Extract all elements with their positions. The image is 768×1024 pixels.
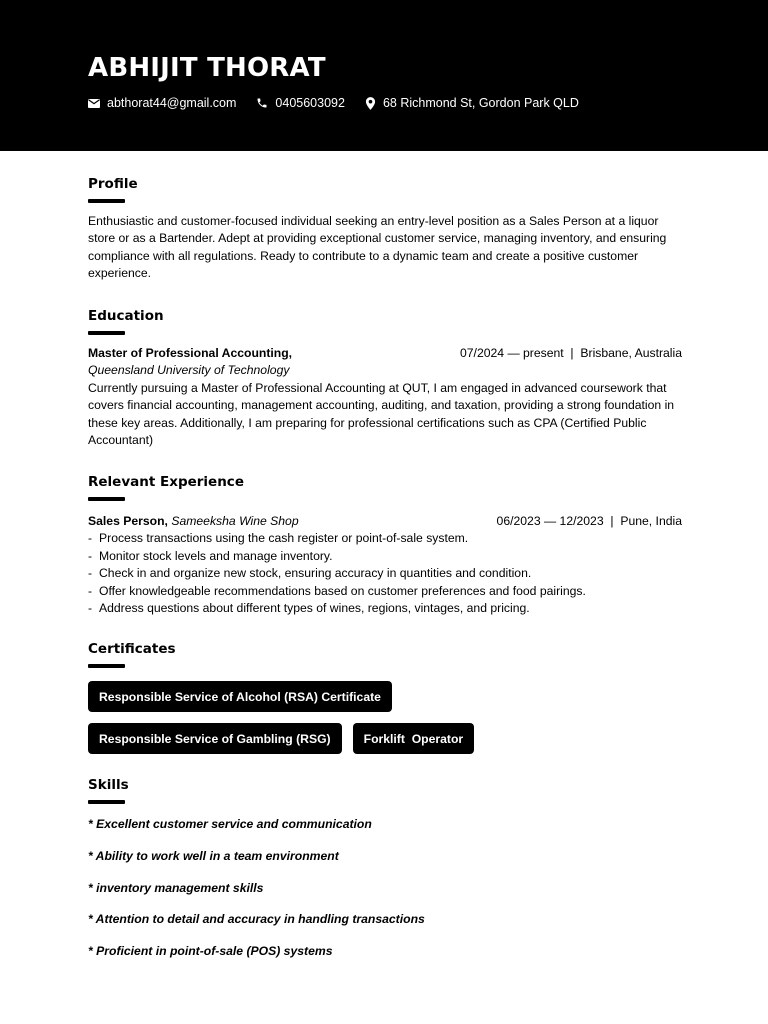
section-title: Profile: [88, 176, 138, 192]
profile-section: [88, 175, 682, 283]
section-title: Certificates: [88, 641, 176, 657]
header-banner: [0, 0, 768, 151]
company-name: Sameeksha Wine Shop: [171, 514, 299, 528]
certificate-badge-rsg: Responsible Service of Gambling (RSG): [88, 723, 342, 754]
location-pin-icon: [365, 97, 376, 110]
section-underline: [88, 800, 125, 804]
experience-dates-location: 06/2023 — 12/2023 | Pune, India: [496, 514, 682, 528]
phone-text[interactable]: 0405603092: [275, 96, 345, 110]
skills-section: [88, 776, 682, 975]
list-item: - Process transactions using the cash register or point-of-sale system.: [88, 531, 469, 546]
section-title: Education: [88, 308, 164, 324]
skill-item: * Excellent customer service and communication: [88, 817, 372, 831]
certificate-badge-forklift: Forklift Operator: [353, 723, 475, 754]
section-underline: [88, 199, 125, 203]
contact-address: [365, 96, 579, 110]
degree-title: Master of Professional Accounting,: [88, 346, 293, 360]
email-text[interactable]: abthorat44@gmail.com: [107, 96, 237, 110]
phone-icon: [256, 97, 268, 109]
section-title: Skills: [88, 777, 129, 793]
experience-bullets: [88, 530, 682, 617]
certificate-row: [88, 681, 682, 712]
address-text: 68 Richmond St, Gordon Park QLD: [382, 96, 579, 110]
skills-list: [88, 816, 682, 975]
job-role: Sales Person,: [88, 514, 168, 528]
skill-item: * inventory management skills: [88, 880, 264, 895]
profile-text: Enthusiastic and customer-focused individual seeking an entry-level position as a Sales Person at a liquor store or as a Bartender. Adept at providing exceptional customer service, managing inventory, and ensuring compliance with all regulations. Ready to contribute to a dynamic team and create a positive customer experience.: [88, 214, 667, 281]
section-title: Relevant Experience: [88, 474, 244, 490]
section-underline: [88, 497, 125, 501]
education-description: Currently pursuing a Master of Professional Accounting at QUT, I am engaged in advanced coursework that covers financial accounting, management accounting, auditing, and taxation, providing a strong foundation in these key areas. Additionally, I am preparing for professional certifications such as CPA (Certified Public Accountant): [88, 380, 675, 448]
list-item: - Offer knowledgeable recommendations based on customer preferences and food pairings.: [88, 583, 586, 598]
contact-phone[interactable]: [256, 96, 345, 110]
skill-item: * Proficient in point-of-sale (POS) systems: [88, 944, 333, 959]
envelope-icon: [88, 99, 100, 108]
section-underline: [88, 664, 125, 668]
contact-info: [88, 94, 599, 112]
list-item: - Monitor stock levels and manage inventory.: [88, 548, 333, 563]
section-underline: [88, 331, 125, 335]
education-entry-head: [88, 345, 682, 362]
education-dates-location: 07/2024 — present | Brisbane, Australia: [460, 346, 682, 360]
education-section: [88, 307, 682, 449]
institution-name: Queensland University of Technology: [88, 363, 290, 378]
list-item: - Check in and organize new stock, ensuring accuracy in quantities and condition.: [88, 566, 532, 581]
candidate-name: ABHIJIT THORAT: [88, 53, 326, 83]
contact-email[interactable]: [88, 96, 236, 110]
skill-item: * Ability to work well in a team environment: [88, 848, 339, 863]
certificate-row: [88, 723, 682, 754]
experience-entry-head: [88, 513, 682, 530]
skill-item: * Attention to detail and accuracy in handling transactions: [88, 912, 425, 927]
certificates-section: [88, 640, 682, 754]
experience-section: [88, 473, 682, 617]
list-item: - Address questions about different types of wines, regions, vintages, and pricing.: [88, 601, 530, 616]
certificate-badge-rsa: Responsible Service of Alcohol (RSA) Certificate: [88, 681, 392, 712]
